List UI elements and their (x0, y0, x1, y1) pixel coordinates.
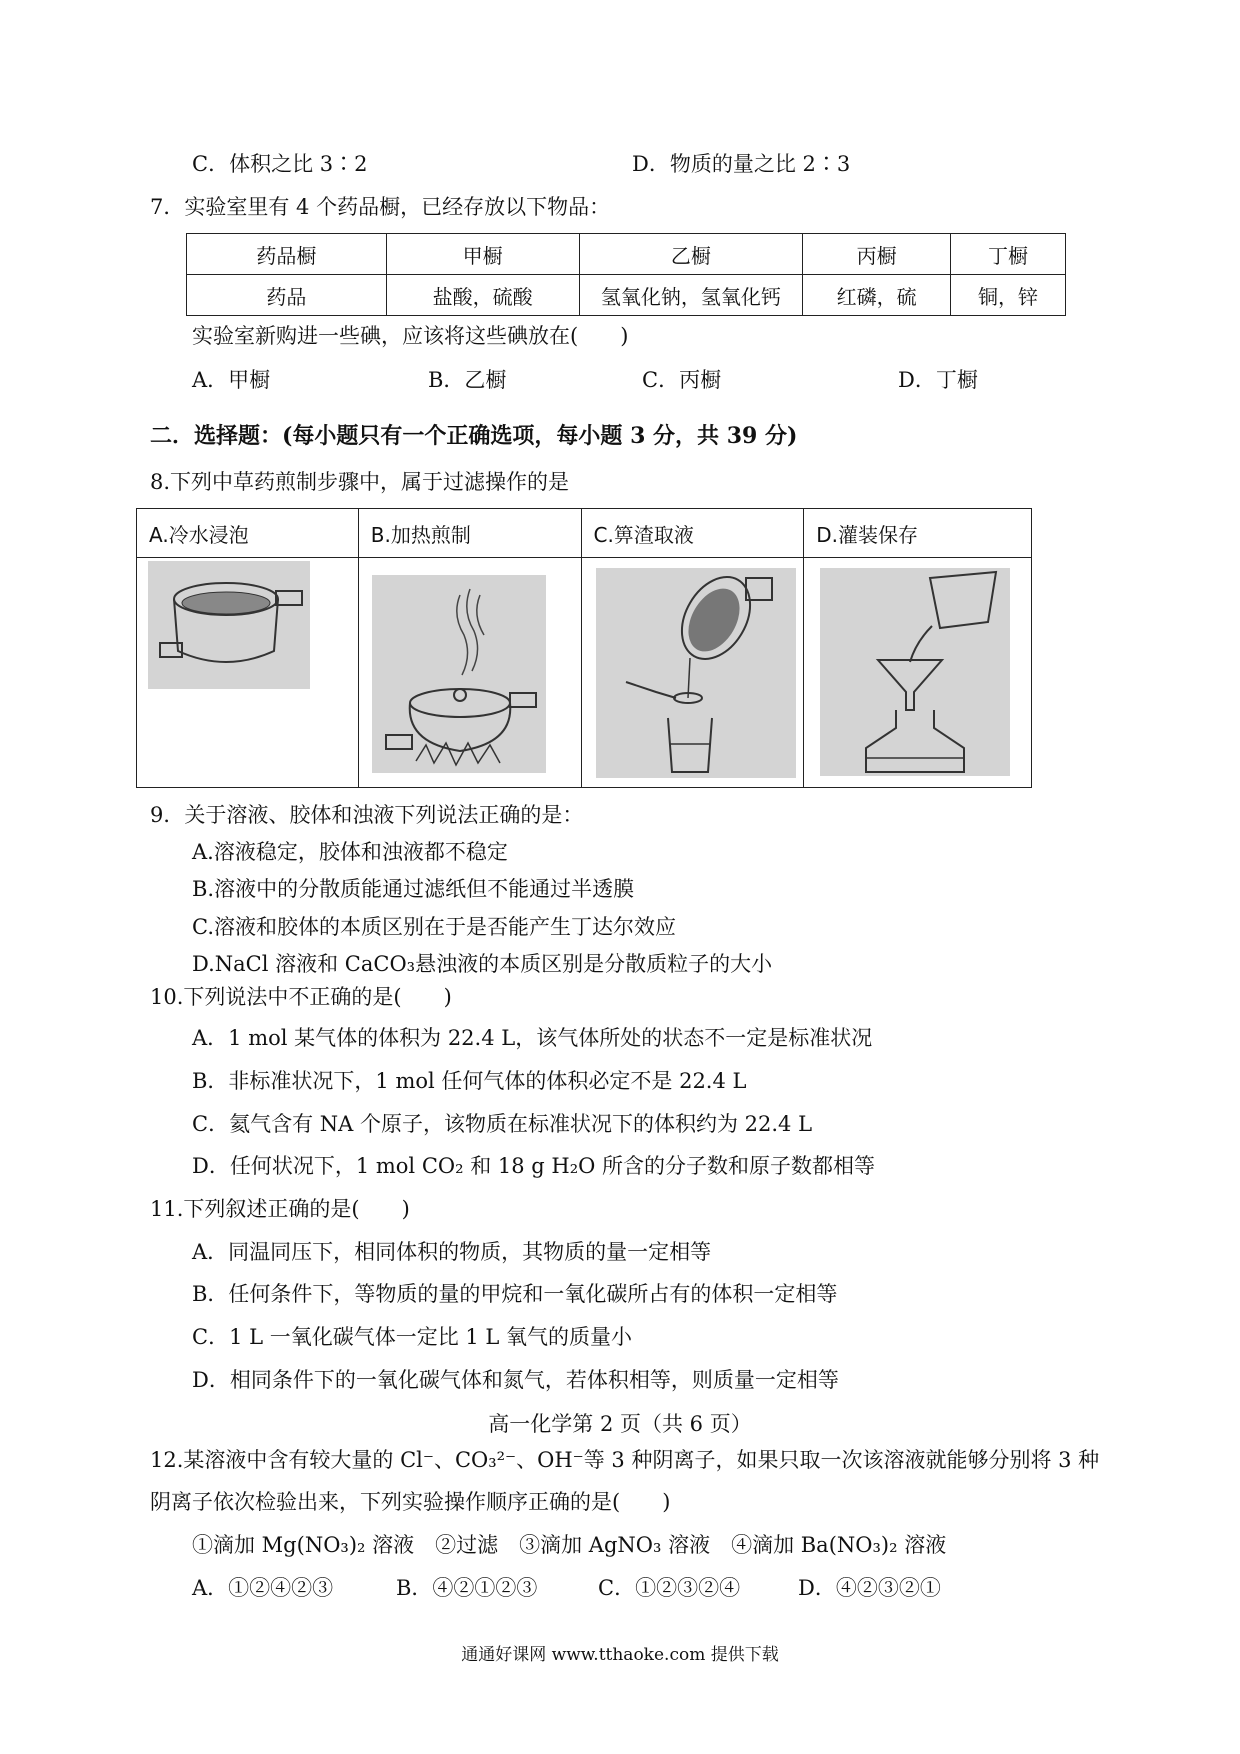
funnel-bottle-icon (820, 568, 1010, 776)
q6-option-d: D．物质的量之比 2∶3 (632, 152, 851, 176)
q12-option-b: B．④②①②③ (396, 1576, 538, 1600)
q10-option-b: B．非标准状况下，1 mol 任何气体的体积必定不是 22.4 L (192, 1069, 747, 1093)
q7-option-d: D．丁橱 (898, 368, 978, 392)
q8-stem: 8.下列中草药煎制步骤中，属于过滤操作的是 (150, 470, 570, 494)
table-cell: 丙橱 (803, 234, 951, 275)
q11-option-b: B．任何条件下，等物质的量的甲烷和一氧化碳所占有的体积一定相等 (192, 1282, 838, 1306)
q10-option-c: C．氦气含有 NA 个原子，该物质在标准状况下的体积约为 22.4 L (192, 1112, 813, 1136)
q9-option-a: A.溶液稳定，胶体和浊液都不稳定 (192, 840, 508, 864)
table-cell: 药品橱 (187, 234, 387, 275)
q10-option-d: D．任何状况下，1 mol CO₂ 和 18 g H₂O 所含的分子数和原子数都相等 (192, 1154, 876, 1178)
q7-option-c: C．丙橱 (642, 368, 722, 392)
pot-soaking-icon (148, 561, 310, 689)
q6-option-c: C．体积之比 3∶2 (192, 152, 368, 176)
q11-stem: 11.下列叙述正确的是( ) (150, 1197, 410, 1221)
q12-option-c: C．①②③②④ (598, 1576, 741, 1600)
q9-stem: 9．关于溶液、胶体和浊液下列说法正确的是： (150, 803, 584, 827)
table-row (187, 234, 1066, 275)
q8-cell-b-label: B.加热煎制 (358, 509, 581, 558)
table-cell: 红磷，硫 (803, 275, 951, 316)
q11-option-c: C．1 L 一氧化碳气体一定比 1 L 氧气的质量小 (192, 1325, 633, 1349)
q12-option-a: A．①②④②③ (192, 1576, 334, 1600)
table-cell: 甲橱 (386, 234, 579, 275)
q10-stem: 10.下列说法中不正确的是( ) (150, 985, 452, 1009)
table-cell: 铜，锌 (951, 275, 1066, 316)
q12-stem-line2: 阴离子依次检验出来，下列实验操作顺序正确的是( ) (150, 1490, 671, 1514)
strain-liquid-icon (596, 568, 796, 778)
q11-option-d: D．相同条件下的一氧化碳气体和氮气，若体积相等，则质量一定相等 (192, 1368, 839, 1392)
table-cell: 乙橱 (579, 234, 803, 275)
q7-option-b: B．乙橱 (428, 368, 507, 392)
q7-stem: 7．实验室里有 4 个药品橱，已经存放以下物品： (150, 195, 611, 219)
table-cell: 丁橱 (951, 234, 1066, 275)
q8-cell-d-label: D.灌装保存 (804, 509, 1032, 558)
table-cell: 盐酸，硫酸 (386, 275, 579, 316)
footer-credit: 通通好课网 www.tthaoke.com 提供下载 (461, 1645, 779, 1665)
q8-cell-c-label: C.箅渣取液 (581, 509, 804, 558)
page-number: 高一化学第 2 页（共 6 页） (488, 1412, 752, 1436)
table-cell: 药品 (187, 275, 387, 316)
q7-question: 实验室新购进一些碘，应该将这些碘放在( ) (192, 324, 629, 348)
q7-option-a: A．甲橱 (192, 368, 271, 392)
table-row (137, 509, 1032, 558)
q10-option-a: A．1 mol 某气体的体积为 22.4 L，该气体所处的状态不一定是标准状况 (192, 1026, 873, 1050)
q9-option-c: C.溶液和胶体的本质区别在于是否能产生丁达尔效应 (192, 915, 676, 939)
q7-cabinet-table (186, 233, 1066, 316)
q12-option-d: D．④②③②① (798, 1576, 941, 1600)
q11-option-a: A．同温同压下，相同体积的物质，其物质的量一定相等 (192, 1240, 712, 1264)
q9-option-b: B.溶液中的分散质能通过滤纸但不能通过半透膜 (192, 877, 635, 901)
pot-heating-icon (372, 575, 546, 773)
section-title: 二．选择题：(每小题只有一个正确选项，每小题 3 分，共 39 分) (150, 423, 798, 449)
q12-stem-line1: 12.某溶液中含有较大量的 Cl⁻、CO₃²⁻、OH⁻等 3 种阴离子，如果只取一次该溶液就能够分别将 3 种 (150, 1448, 1100, 1472)
table-row (187, 275, 1066, 316)
table-cell: 氢氧化钠，氢氧化钙 (579, 275, 803, 316)
q12-steps: ①滴加 Mg(NO₃)₂ 溶液 ②过滤 ③滴加 AgNO₃ 溶液 ④滴加 Ba(NO₃)₂ 溶液 (192, 1533, 947, 1557)
q9-option-d: D.NaCl 溶液和 CaCO₃悬浊液的本质区别是分散质粒子的大小 (192, 952, 773, 976)
q8-cell-a-label: A.冷水浸泡 (137, 509, 359, 558)
